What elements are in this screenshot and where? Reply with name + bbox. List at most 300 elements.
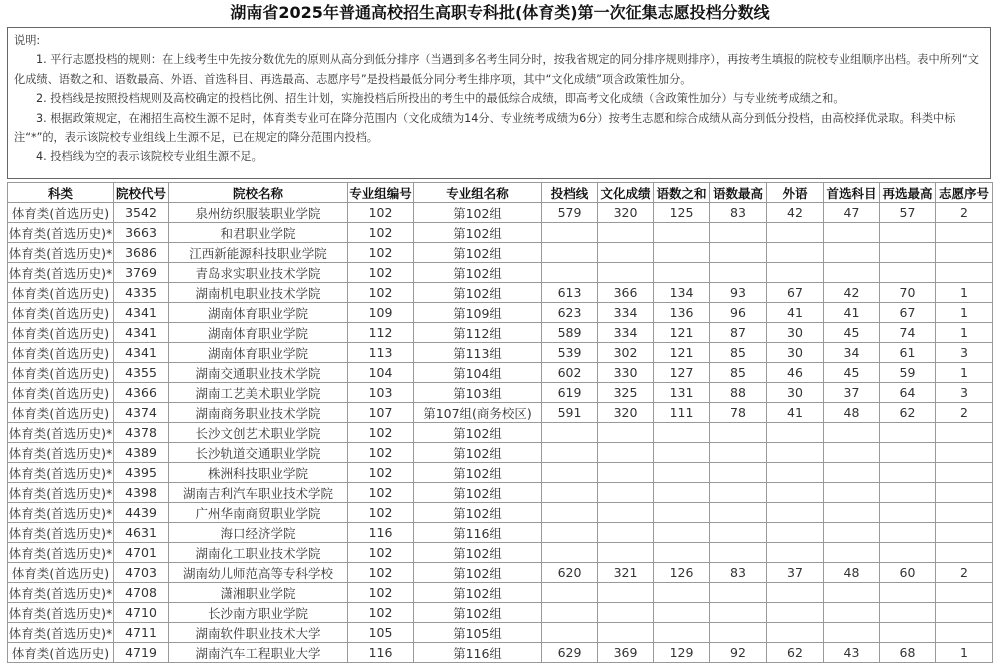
table-row (8, 383, 993, 403)
cell-cutoff-score (542, 523, 598, 543)
cell-school-name: 广州华南商贸职业学院 (169, 503, 348, 523)
cell-school-name: 湖南体育职业学院 (169, 303, 348, 323)
cell-foreign-language (767, 223, 824, 243)
cell-preference-order: 3 (936, 383, 993, 403)
cell-foreign-language (767, 483, 824, 503)
cell-reselect-max (880, 243, 936, 263)
cell-school-code: 4341 (114, 323, 169, 343)
cell-culture-score (598, 623, 654, 643)
cell-first-subject: 42 (824, 283, 880, 303)
cell-school-name: 长沙文创艺术职业学院 (169, 423, 348, 443)
cell-first-subject (824, 523, 880, 543)
cell-cutoff-score: 623 (542, 303, 598, 323)
column-header-preference-order: 志愿序号 (936, 183, 993, 203)
cell-school-code: 4341 (114, 343, 169, 363)
cell-reselect-max: 67 (880, 303, 936, 323)
cell-school-name: 潇湘职业学院 (169, 583, 348, 603)
cell-category: 体育类(首选历史)* (8, 543, 114, 563)
cell-category: 体育类(首选历史)* (8, 583, 114, 603)
cell-first-subject (824, 423, 880, 443)
cell-reselect-max (880, 543, 936, 563)
cell-cutoff-score (542, 243, 598, 263)
cell-first-subject: 37 (824, 383, 880, 403)
cell-group-code: 102 (348, 463, 414, 483)
cell-chinese-math-max: 85 (710, 363, 767, 383)
cell-chinese-math-max (710, 503, 767, 523)
cell-preference-order: 3 (936, 343, 993, 363)
cell-category: 体育类(首选历史)* (8, 483, 114, 503)
cell-culture-score: 369 (598, 643, 654, 663)
cell-chinese-math-sum: 111 (654, 403, 710, 423)
cell-reselect-max: 59 (880, 363, 936, 383)
cell-foreign-language (767, 583, 824, 603)
cell-first-subject: 41 (824, 303, 880, 323)
column-header-chinese-math-sum: 语数之和 (654, 183, 710, 203)
cell-chinese-math-sum (654, 623, 710, 643)
cell-group-name: 第102组 (414, 543, 542, 563)
cell-first-subject (824, 623, 880, 643)
cell-school-name: 和君职业学院 (169, 223, 348, 243)
cell-cutoff-score (542, 623, 598, 643)
cell-group-name: 第102组 (414, 263, 542, 283)
table-row (8, 583, 993, 603)
cell-cutoff-score: 602 (542, 363, 598, 383)
table-row (8, 343, 993, 363)
cell-first-subject (824, 503, 880, 523)
cell-reselect-max: 61 (880, 343, 936, 363)
cell-school-name: 湖南软件职业技术大学 (169, 623, 348, 643)
cell-foreign-language: 62 (767, 643, 824, 663)
cell-school-code: 3542 (114, 203, 169, 223)
cell-chinese-math-max: 88 (710, 383, 767, 403)
cell-chinese-math-max: 93 (710, 283, 767, 303)
table-row (8, 523, 993, 543)
table-row (8, 503, 993, 523)
cell-chinese-math-max (710, 543, 767, 563)
cell-first-subject (824, 223, 880, 243)
cell-foreign-language: 41 (767, 403, 824, 423)
cell-cutoff-score: 539 (542, 343, 598, 363)
column-header-category: 科类 (8, 183, 114, 203)
cell-first-subject: 45 (824, 363, 880, 383)
cell-group-code: 116 (348, 643, 414, 663)
cell-culture-score (598, 603, 654, 623)
cell-school-code: 3769 (114, 263, 169, 283)
cell-category: 体育类(首选历史)* (8, 523, 114, 543)
cell-foreign-language (767, 603, 824, 623)
cell-chinese-math-max (710, 223, 767, 243)
cell-group-name: 第102组 (414, 203, 542, 223)
cell-reselect-max (880, 263, 936, 283)
cell-school-code: 4710 (114, 603, 169, 623)
cell-school-name: 湖南机电职业技术学院 (169, 283, 348, 303)
cell-first-subject (824, 603, 880, 623)
column-header-foreign-language: 外语 (767, 183, 824, 203)
column-header-school-name: 院校名称 (169, 183, 348, 203)
cell-preference-order: 2 (936, 403, 993, 423)
cell-preference-order (936, 263, 993, 283)
table-row (8, 543, 993, 563)
cell-cutoff-score: 589 (542, 323, 598, 343)
cell-preference-order: 2 (936, 563, 993, 583)
cell-reselect-max: 62 (880, 403, 936, 423)
cell-chinese-math-max (710, 263, 767, 283)
note-item: 2. 投档线是按照投档规则及高校确定的投档比例、招生计划，实施投档后所投出的考生中的最低综合成绩，即高考文化成绩（含政策性加分）与专业统考成绩之和。 (36, 92, 845, 106)
cell-foreign-language (767, 523, 824, 543)
table-row (8, 443, 993, 463)
cell-group-name: 第102组 (414, 463, 542, 483)
cell-category: 体育类(首选历史) (8, 383, 114, 403)
cell-category: 体育类(首选历史)* (8, 603, 114, 623)
cell-reselect-max: 57 (880, 203, 936, 223)
cell-group-name: 第102组 (414, 503, 542, 523)
cell-group-code: 102 (348, 423, 414, 443)
column-header-first-subject: 首选科目 (824, 183, 880, 203)
cell-school-code: 4366 (114, 383, 169, 403)
cell-category: 体育类(首选历史) (8, 563, 114, 583)
cell-preference-order: 1 (936, 363, 993, 383)
cell-group-name: 第113组 (414, 343, 542, 363)
cell-school-name: 湖南商务职业技术学院 (169, 403, 348, 423)
cell-group-code: 102 (348, 503, 414, 523)
cell-school-code: 4711 (114, 623, 169, 643)
cell-category: 体育类(首选历史) (8, 403, 114, 423)
cell-group-name: 第105组 (414, 623, 542, 643)
cell-chinese-math-sum (654, 423, 710, 443)
cell-chinese-math-max (710, 483, 767, 503)
cell-school-code: 4719 (114, 643, 169, 663)
cell-category: 体育类(首选历史)* (8, 423, 114, 443)
cell-school-name: 湖南吉利汽车职业技术学院 (169, 483, 348, 503)
cell-school-code: 3686 (114, 243, 169, 263)
cell-school-code: 4341 (114, 303, 169, 323)
cell-group-code: 102 (348, 483, 414, 503)
cell-cutoff-score (542, 503, 598, 523)
cell-school-name: 湖南交通职业技术学院 (169, 363, 348, 383)
cell-school-code: 4631 (114, 523, 169, 543)
cell-group-code: 102 (348, 543, 414, 563)
cell-chinese-math-sum (654, 463, 710, 483)
cell-chinese-math-max: 85 (710, 343, 767, 363)
cell-foreign-language (767, 503, 824, 523)
cell-chinese-math-sum (654, 503, 710, 523)
cell-group-code: 102 (348, 583, 414, 603)
column-header-reselect-max: 再选最高 (880, 183, 936, 203)
cell-cutoff-score (542, 543, 598, 563)
cell-first-subject (824, 543, 880, 563)
cell-group-name: 第112组 (414, 323, 542, 343)
cell-cutoff-score (542, 463, 598, 483)
cell-group-name: 第109组 (414, 303, 542, 323)
cell-foreign-language: 30 (767, 383, 824, 403)
cell-chinese-math-sum (654, 263, 710, 283)
table-row (8, 623, 993, 643)
cell-category: 体育类(首选历史)* (8, 443, 114, 463)
cell-group-code: 112 (348, 323, 414, 343)
cell-cutoff-score (542, 223, 598, 243)
cell-reselect-max: 64 (880, 383, 936, 403)
cell-culture-score (598, 543, 654, 563)
table-row (8, 463, 993, 483)
cell-cutoff-score (542, 423, 598, 443)
table-row (8, 603, 993, 623)
cell-chinese-math-max (710, 443, 767, 463)
cell-group-code: 102 (348, 223, 414, 243)
cell-culture-score (598, 503, 654, 523)
cell-first-subject: 43 (824, 643, 880, 663)
cell-first-subject (824, 483, 880, 503)
cell-chinese-math-sum: 129 (654, 643, 710, 663)
cell-category: 体育类(首选历史) (8, 303, 114, 323)
cell-cutoff-score: 579 (542, 203, 598, 223)
cell-reselect-max (880, 443, 936, 463)
cell-category: 体育类(首选历史)* (8, 623, 114, 643)
cell-culture-score: 366 (598, 283, 654, 303)
cell-group-name: 第103组 (414, 383, 542, 403)
cell-group-name: 第107组(商务校区) (414, 403, 542, 423)
cell-group-name: 第102组 (414, 423, 542, 443)
table-row (8, 363, 993, 383)
cell-school-name: 泉州纺织服装职业学院 (169, 203, 348, 223)
cell-culture-score: 334 (598, 303, 654, 323)
cell-group-name: 第102组 (414, 223, 542, 243)
cell-category: 体育类(首选历史) (8, 363, 114, 383)
cell-school-name: 长沙南方职业学院 (169, 603, 348, 623)
cell-foreign-language (767, 423, 824, 443)
cell-school-name: 湖南化工职业技术学院 (169, 543, 348, 563)
cell-reselect-max (880, 223, 936, 243)
cell-school-code: 4389 (114, 443, 169, 463)
column-header-culture-score: 文化成绩 (598, 183, 654, 203)
cell-reselect-max (880, 583, 936, 603)
cell-group-code: 104 (348, 363, 414, 383)
cell-preference-order (936, 483, 993, 503)
cell-culture-score (598, 583, 654, 603)
cell-foreign-language: 46 (767, 363, 824, 383)
table-row (8, 483, 993, 503)
cell-chinese-math-sum: 121 (654, 323, 710, 343)
cell-culture-score (598, 423, 654, 443)
cell-chinese-math-max (710, 603, 767, 623)
cell-chinese-math-sum: 126 (654, 563, 710, 583)
cell-school-code: 3663 (114, 223, 169, 243)
cell-chinese-math-sum (654, 583, 710, 603)
cell-foreign-language (767, 623, 824, 643)
cell-group-code: 116 (348, 523, 414, 543)
cell-preference-order (936, 603, 993, 623)
cell-chinese-math-max: 96 (710, 303, 767, 323)
cell-foreign-language (767, 463, 824, 483)
table-row (8, 203, 993, 223)
cell-chinese-math-sum: 136 (654, 303, 710, 323)
table-row (8, 303, 993, 323)
cell-group-name: 第102组 (414, 443, 542, 463)
cell-chinese-math-sum (654, 443, 710, 463)
cell-preference-order (936, 443, 993, 463)
cell-group-name: 第102组 (414, 483, 542, 503)
cell-preference-order (936, 223, 993, 243)
cell-preference-order: 1 (936, 643, 993, 663)
note-item: 4. 投档线为空的表示该院校专业组生源不足。 (36, 150, 263, 164)
cell-preference-order (936, 543, 993, 563)
cell-category: 体育类(首选历史) (8, 323, 114, 343)
cell-first-subject: 48 (824, 563, 880, 583)
cell-category: 体育类(首选历史) (8, 643, 114, 663)
cell-reselect-max (880, 623, 936, 643)
cell-group-name: 第102组 (414, 583, 542, 603)
cell-group-code: 102 (348, 603, 414, 623)
column-header-cutoff-score: 投档线 (542, 183, 598, 203)
cell-culture-score (598, 463, 654, 483)
cell-foreign-language: 41 (767, 303, 824, 323)
cell-chinese-math-max: 83 (710, 203, 767, 223)
cell-first-subject (824, 583, 880, 603)
cell-group-code: 102 (348, 443, 414, 463)
cell-group-code: 102 (348, 283, 414, 303)
cell-chinese-math-sum: 134 (654, 283, 710, 303)
cell-school-name: 江西新能源科技职业学院 (169, 243, 348, 263)
cell-chinese-math-sum (654, 523, 710, 543)
cell-school-name: 青岛求实职业技术学院 (169, 263, 348, 283)
cell-foreign-language (767, 543, 824, 563)
column-header-school-code: 院校代号 (114, 183, 169, 203)
table-row (8, 283, 993, 303)
table-row (8, 423, 993, 443)
table-row (8, 223, 993, 243)
column-header-group-code: 专业组编号 (348, 183, 414, 203)
table-row (8, 643, 993, 663)
score-table (7, 182, 993, 663)
note-item: 1. 平行志愿投档的规则：在上线考生中先按分数优先的原则从高分到低分排序（当遇到多名考生同分时，按我省规定的同分排序规则排序），再按考生填报的院校专业组顺序出档。表中所列“文化成绩、语数之和、语数最高、外语、首选科目、再选最高、志愿序号”是投档最低分同分考生排序项，其中“文化成绩”项含政策性加分。 (14, 53, 979, 86)
cell-chinese-math-max: 83 (710, 563, 767, 583)
cell-culture-score: 302 (598, 343, 654, 363)
cell-group-name: 第116组 (414, 643, 542, 663)
cell-first-subject (824, 243, 880, 263)
cell-preference-order (936, 423, 993, 443)
cell-group-name: 第102组 (414, 603, 542, 623)
cell-group-code: 102 (348, 203, 414, 223)
cell-first-subject (824, 263, 880, 283)
cell-school-code: 4439 (114, 503, 169, 523)
cell-culture-score (598, 483, 654, 503)
cell-culture-score: 325 (598, 383, 654, 403)
cell-group-code: 109 (348, 303, 414, 323)
cell-foreign-language (767, 443, 824, 463)
cell-school-name: 湖南汽车工程职业大学 (169, 643, 348, 663)
column-header-chinese-math-max: 语数最高 (710, 183, 767, 203)
cell-group-code: 102 (348, 243, 414, 263)
cell-cutoff-score: 629 (542, 643, 598, 663)
cell-chinese-math-max (710, 623, 767, 643)
cell-school-code: 4374 (114, 403, 169, 423)
cell-foreign-language (767, 243, 824, 263)
cell-reselect-max (880, 463, 936, 483)
cell-preference-order (936, 523, 993, 543)
table-row (8, 323, 993, 343)
cell-preference-order: 1 (936, 283, 993, 303)
cell-culture-score: 330 (598, 363, 654, 383)
cell-cutoff-score (542, 443, 598, 463)
cell-chinese-math-max (710, 463, 767, 483)
cell-chinese-math-sum: 121 (654, 343, 710, 363)
cell-first-subject: 45 (824, 323, 880, 343)
cell-school-code: 4703 (114, 563, 169, 583)
cell-first-subject: 47 (824, 203, 880, 223)
cell-preference-order: 1 (936, 303, 993, 323)
cell-foreign-language: 67 (767, 283, 824, 303)
cell-group-code: 107 (348, 403, 414, 423)
cell-preference-order (936, 243, 993, 263)
cell-cutoff-score (542, 483, 598, 503)
cell-chinese-math-max (710, 523, 767, 543)
cell-group-name: 第102组 (414, 563, 542, 583)
cell-reselect-max (880, 603, 936, 623)
cell-foreign-language: 37 (767, 563, 824, 583)
cell-foreign-language: 42 (767, 203, 824, 223)
cell-group-name: 第102组 (414, 243, 542, 263)
cell-culture-score: 321 (598, 563, 654, 583)
cell-school-name: 株洲科技职业学院 (169, 463, 348, 483)
cell-cutoff-score: 619 (542, 383, 598, 403)
cell-school-name: 湖南工艺美术职业学院 (169, 383, 348, 403)
cell-preference-order: 1 (936, 323, 993, 343)
cell-reselect-max (880, 503, 936, 523)
cell-preference-order: 2 (936, 203, 993, 223)
table-row (8, 263, 993, 283)
cell-school-code: 4395 (114, 463, 169, 483)
cell-school-code: 4701 (114, 543, 169, 563)
notes-box (7, 27, 991, 179)
cell-chinese-math-max (710, 583, 767, 603)
cell-chinese-math-sum (654, 603, 710, 623)
cell-chinese-math-sum (654, 483, 710, 503)
cell-chinese-math-max (710, 243, 767, 263)
cell-culture-score (598, 223, 654, 243)
cell-preference-order (936, 623, 993, 643)
cell-school-code: 4398 (114, 483, 169, 503)
cell-chinese-math-sum (654, 543, 710, 563)
table-row (8, 243, 993, 263)
cell-category: 体育类(首选历史) (8, 343, 114, 363)
cell-category: 体育类(首选历史)* (8, 503, 114, 523)
table-header-row (8, 183, 993, 203)
cell-first-subject: 48 (824, 403, 880, 423)
cell-culture-score: 320 (598, 203, 654, 223)
cell-group-name: 第102组 (414, 283, 542, 303)
cell-cutoff-score: 620 (542, 563, 598, 583)
cell-group-code: 102 (348, 263, 414, 283)
cell-school-name: 海口经济学院 (169, 523, 348, 543)
cell-school-name: 湖南幼儿师范高等专科学校 (169, 563, 348, 583)
cell-reselect-max: 74 (880, 323, 936, 343)
cell-foreign-language: 30 (767, 323, 824, 343)
cell-group-code: 102 (348, 563, 414, 583)
cell-group-code: 105 (348, 623, 414, 643)
cell-cutoff-score: 591 (542, 403, 598, 423)
cell-cutoff-score (542, 263, 598, 283)
cell-chinese-math-sum: 131 (654, 383, 710, 403)
cell-chinese-math-max: 87 (710, 323, 767, 343)
cell-group-name: 第116组 (414, 523, 542, 543)
cell-culture-score (598, 523, 654, 543)
cell-first-subject (824, 463, 880, 483)
cell-culture-score: 334 (598, 323, 654, 343)
cell-school-name: 湖南体育职业学院 (169, 323, 348, 343)
cell-school-name: 长沙轨道交通职业学院 (169, 443, 348, 463)
note-item: 3. 根据政策规定，在湘招生高校生源不足时，体育类专业可在降分范围内（文化成绩为14分、专业统考成绩为6分）按考生志愿和综合成绩从高分到低分投档，由高校择优录取。科类中标注“*”的，表示该院校专业组线上生源不足，已在规定的降分范围内投档。 (14, 111, 956, 145)
cell-chinese-math-max (710, 423, 767, 443)
cell-school-code: 4708 (114, 583, 169, 603)
